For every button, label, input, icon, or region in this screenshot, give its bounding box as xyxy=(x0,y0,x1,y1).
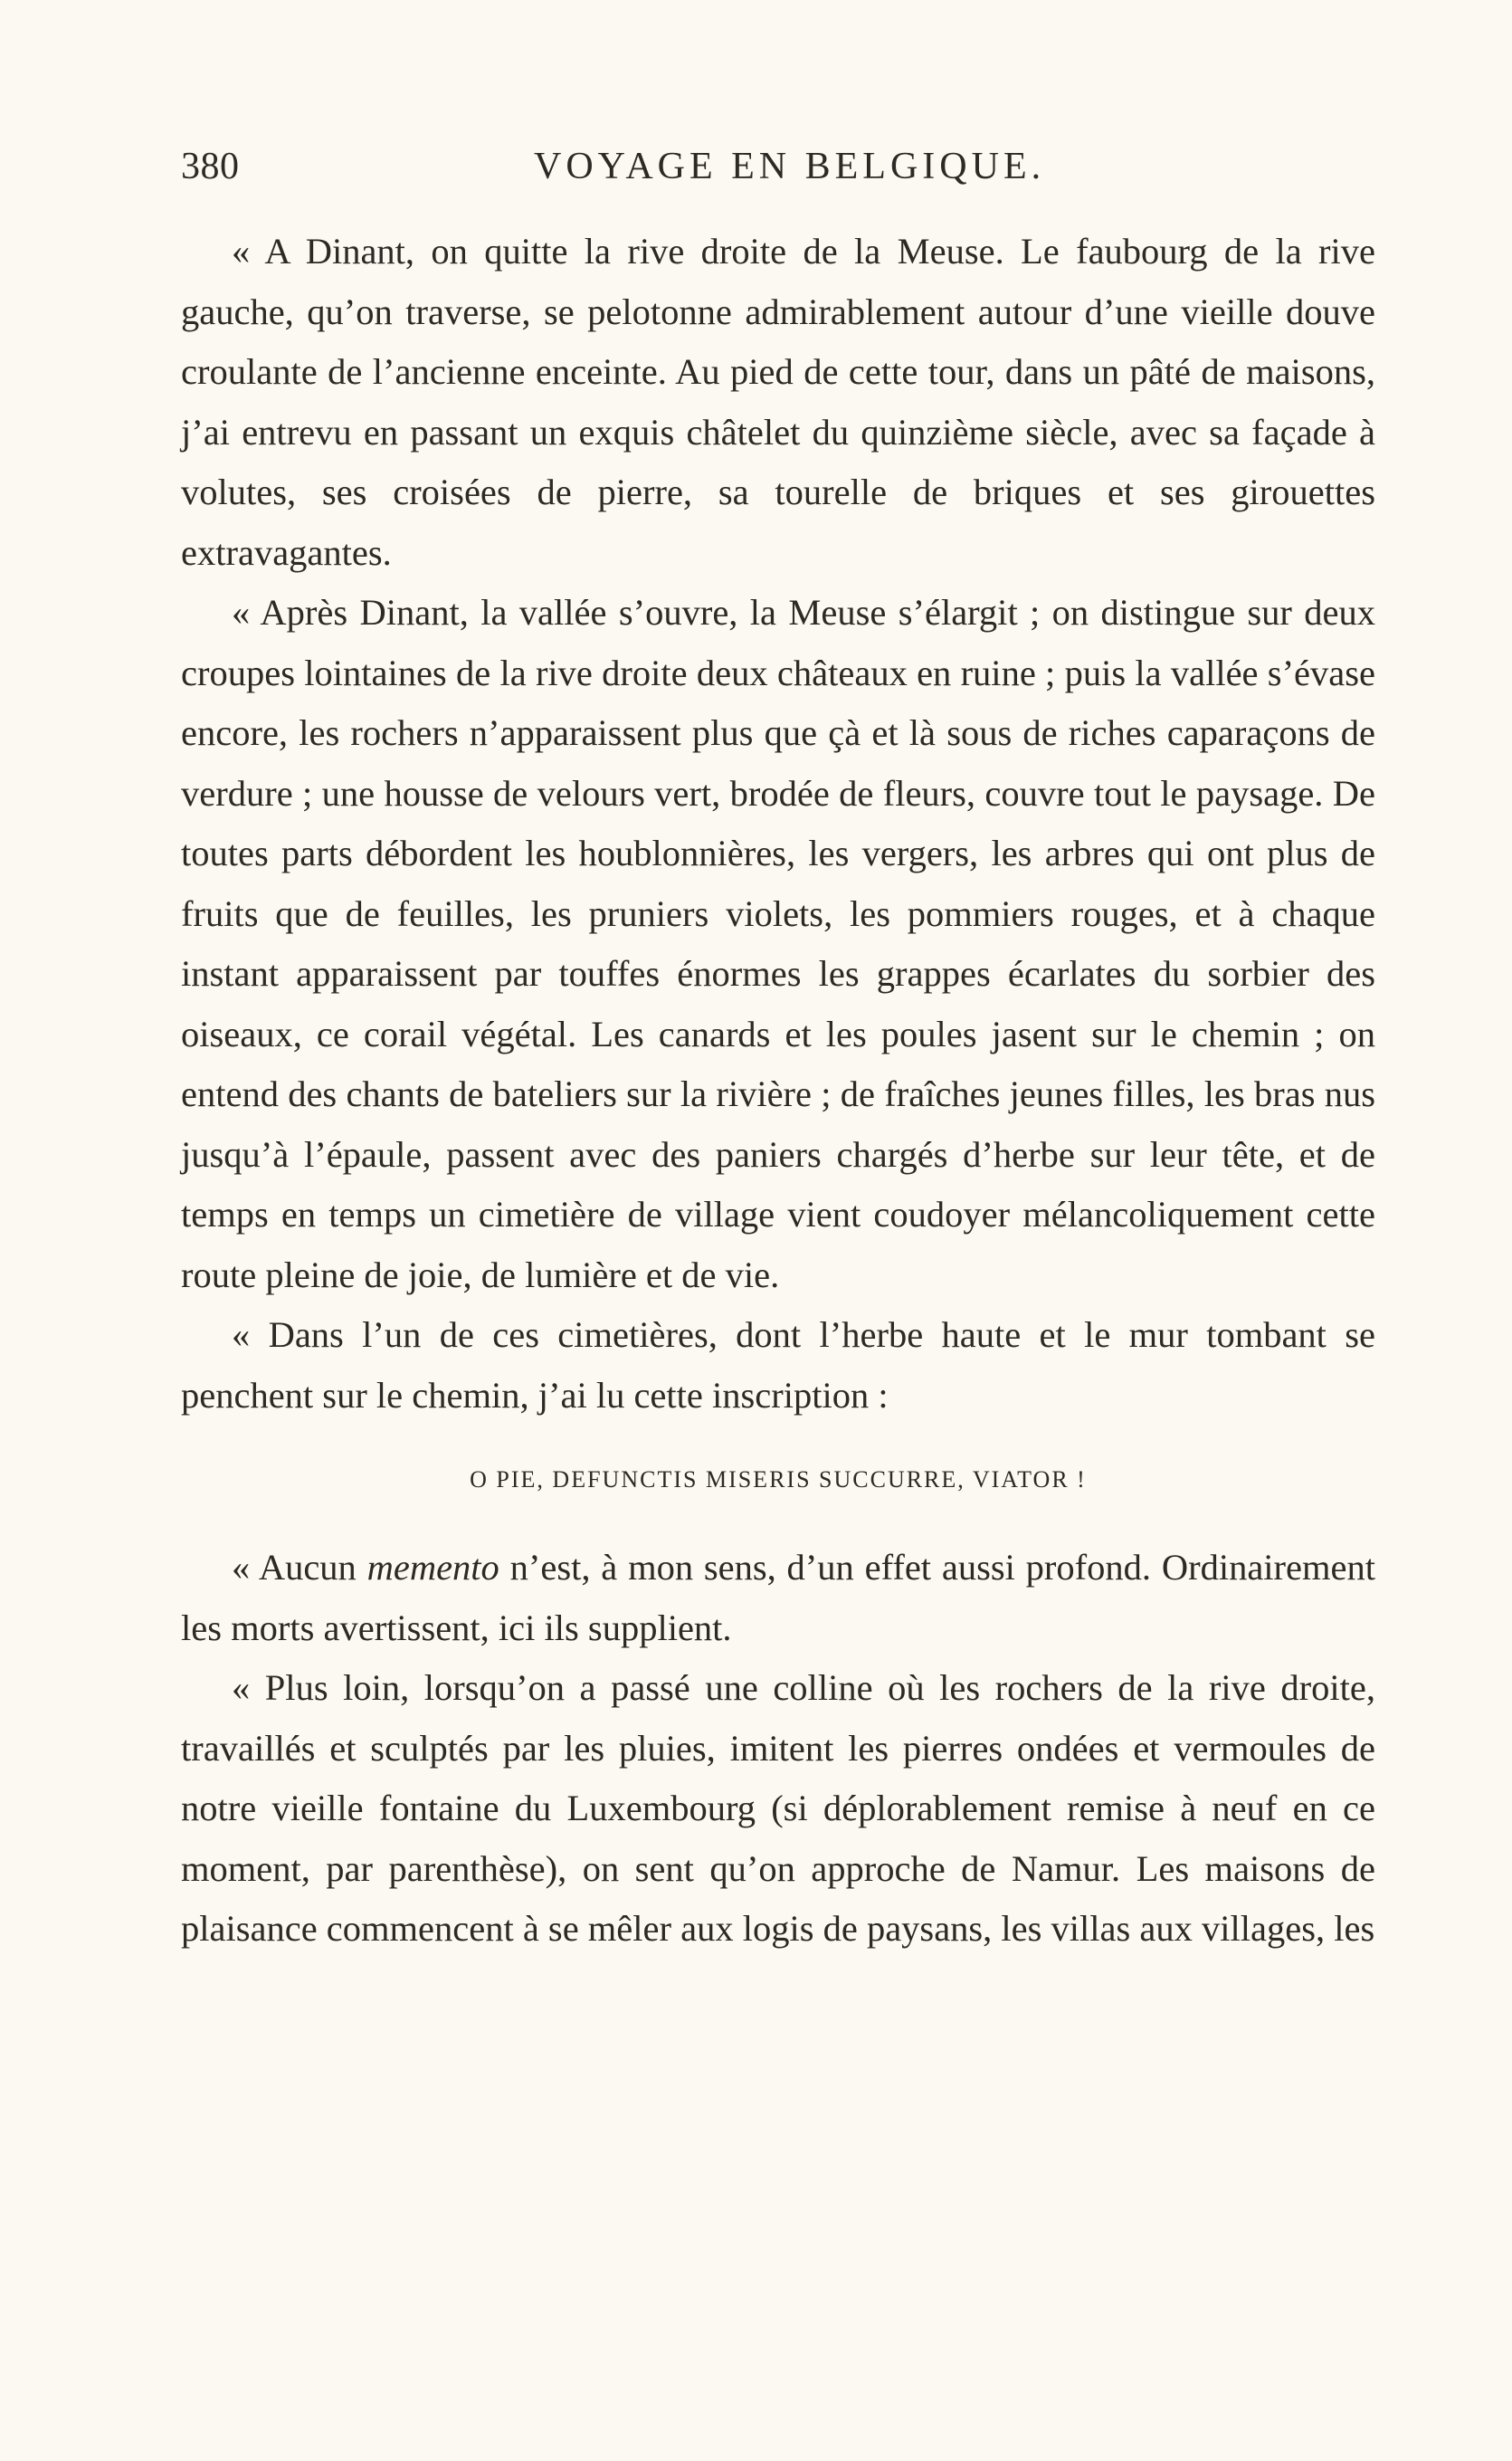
memento-after: n’est, à mon sens, d’un effet aussi profond. Ordinairement les morts avertissent, ici ils supplient. xyxy=(181,1547,1375,1648)
paragraph-dinant: « A Dinant, on quitte la rive droite de la Meuse. Le faubourg de la rive gauche, qu’on traverse, se pelotonne admirablement autour d’une vieille douve croulante de l’ancienne enceinte. Au pied de cette tour, dans un pâté de maisons, j’ai entrevu en passant un exquis châtelet du quinzième siècle, avec sa façade à volutes, ses croisées de pierre, sa tourelle de briques et ses girouettes extravagantes. xyxy=(181,231,1375,573)
paragraph-memento xyxy=(181,1538,1375,1658)
paragraph-namur: « Plus loin, lorsqu’on a passé une colline où les rochers de la rive droite, travaillés et sculptés par les pluies, imitent les pierres ondées et vermoules de notre vieille fontaine du Luxembourg (si déplorablement remise à neuf en ce moment, par parenthèse), on sent qu’on approche de Namur. Les maisons de plaisance commencent à se mêler aux logis de paysans, les villas aux villages, les xyxy=(181,1667,1375,1949)
running-title: VOYAGE EN BELGIQUE. xyxy=(534,146,1046,187)
paragraph-valley: « Après Dinant, la vallée s’ouvre, la Meuse s’élargit ; on distingue sur deux croupes lointaines de la rive droite deux châteaux en ruine ; puis la vallée s’évase encore, les rochers n’apparaissent plus que çà et là sous de riches caparaçons de verdure ; une housse de velours vert, brodée de fleurs, couvre tout le paysage. De toutes parts débordent les houblonnières, les vergers, les arbres qui ont plus de fruits que de feuilles, les pruniers violets, les pommiers rouges, et à chaque instant apparaissent par touffes énormes les grappes écarlates du sorbier des oiseaux, ce corail végétal. Les canards et les poules jasent sur le chemin ; on entend des chants de bateliers sur la rivière ; de fraîches jeunes filles, les bras nus jusqu’à l’épaule, passent avec des paniers chargés d’herbe sur leur tête, et de temps en temps un cimetière de village vient coudoyer mélancoliquement cette route pleine de joie, de lumière et de vie. xyxy=(181,592,1375,1295)
body-text xyxy=(181,222,1375,1960)
page-number: 380 xyxy=(181,146,240,187)
page-header xyxy=(181,145,1375,199)
memento-italic: memento xyxy=(366,1547,499,1588)
memento-before: « Aucun xyxy=(232,1547,367,1588)
latin-inscription: O PIE, DEFUNCTIS MISERIS SUCCURRE, VIATOR ! xyxy=(470,1466,1087,1493)
paragraph-cemetery: « Dans l’un de ces cimetières, dont l’herbe haute et le mur tombant se penchent sur le chemin, j’ai lu cette inscription : xyxy=(181,1314,1375,1416)
